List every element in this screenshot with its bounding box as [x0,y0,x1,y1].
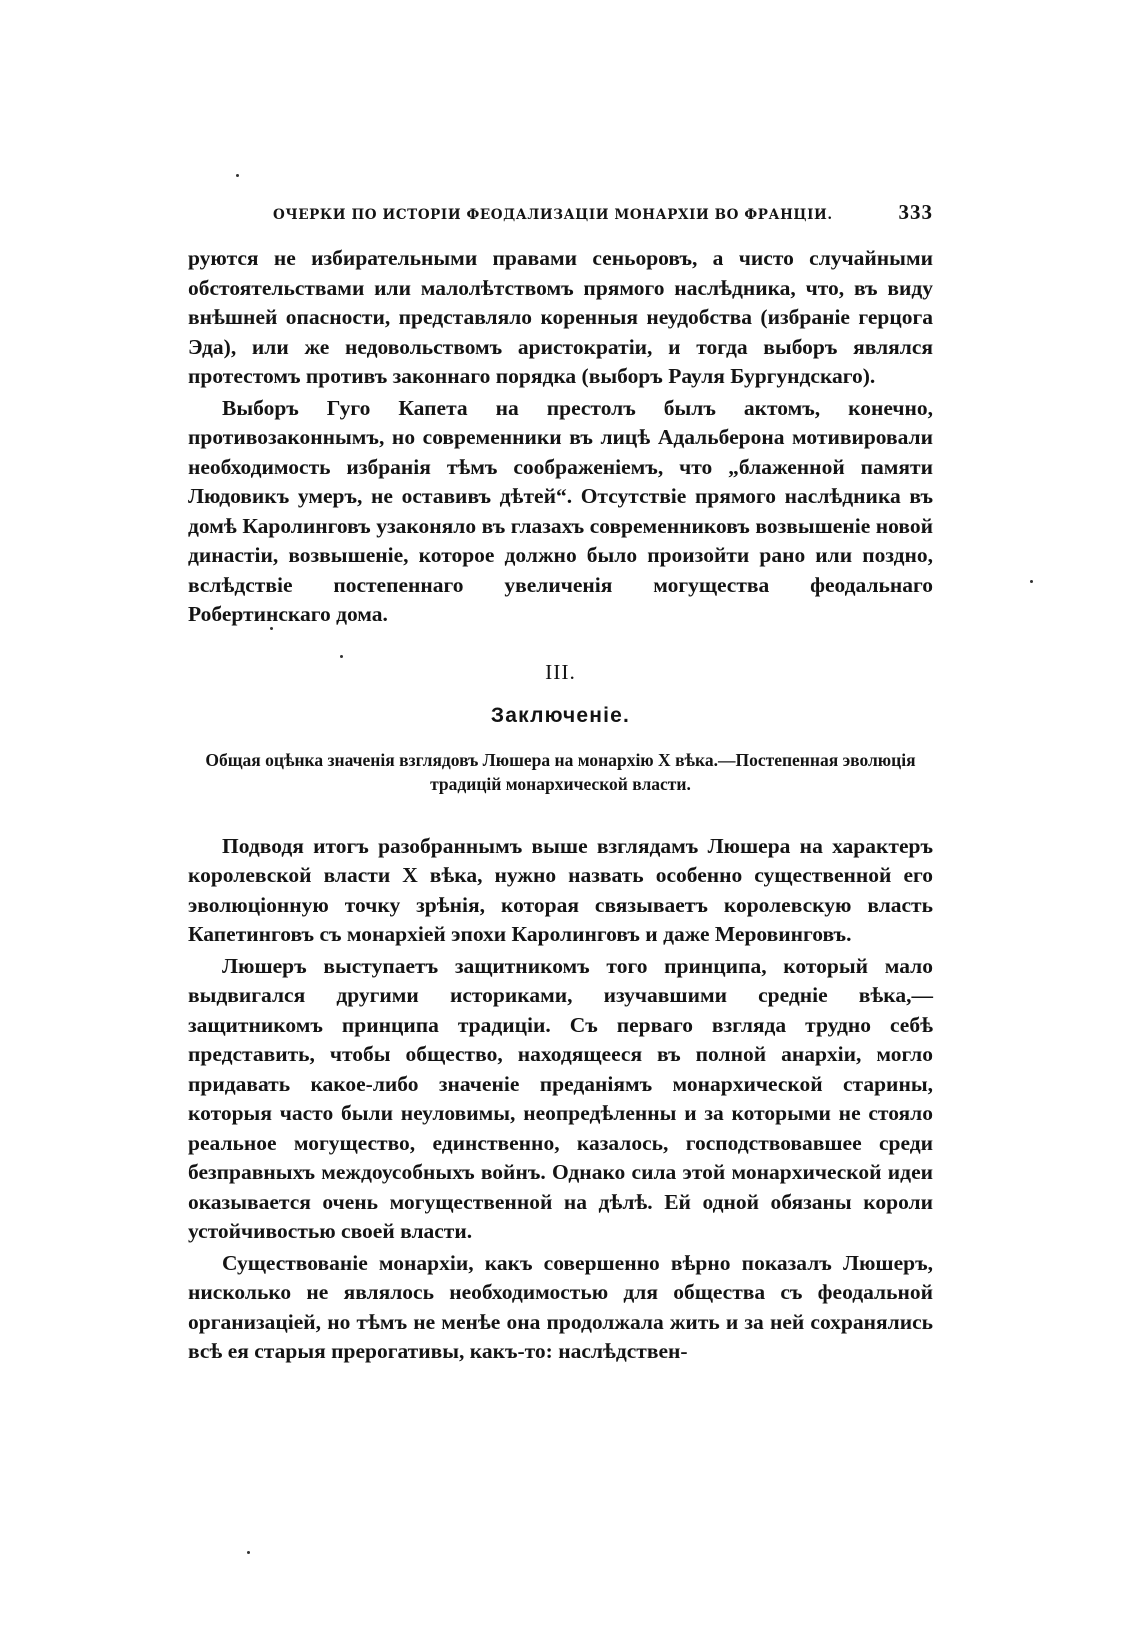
paragraph-hugo-capet: Выборъ Гуго Капета на престолъ былъ актомъ, конечно, противозаконнымъ, но современники въ лицѣ Адальберона мотивировали необходимость избранія тѣмъ соображеніемъ, что „блаженной памяти Людовикъ умеръ, не оставивъ дѣтей“. Отсутствіе прямого наслѣдника въ домѣ Каролинговъ узаконяло въ глазахъ современниковъ возвышеніе новой династіи, возвышеніе, которое должно было произойти рано или поздно, вслѣдствіе постепеннаго увеличенія могущества феодальнаго Робертинскаго дома. [188,395,933,626]
paragraph-conclusion-2: Люшеръ выступаетъ защитникомъ того принципа, который мало выдвигался другими историками, изучавшими средніе вѣка,—защитникомъ принципа традиціи. Съ перваго взгляда трудно себѣ представить, чтобы общество, находящееся въ полной анархіи, могло придавать какое-либо значеніе преданіямъ монархической старины, которыя часто были неуловимы, неопредѣленны и за которыми не стояло реальное могущество, единственно, казалось, господствовавшее среди безправныхъ междоусобныхъ войнъ. Однако сила этой монархической идеи оказывается очень могущественной на дѣлѣ. Ей одной обязаны короли устойчивостью своей власти. [188,953,933,1243]
running-header [188,196,933,230]
book-page [188,196,933,1367]
running-title: ОЧЕРКИ ПО ИСТОРІИ ФЕОДАЛИЗАЦІИ МОНАРХІИ ВО ФРАНЦІИ. [273,207,833,223]
section-number: III. [545,659,576,684]
section-title: Заключеніе. [490,703,631,727]
scan-speck [1030,580,1033,583]
scan-speck [270,627,273,630]
paragraph-conclusion-1: Подводя итогъ разобраннымъ выше взглядамъ Люшера на характеръ королевской власти X вѣка, нужно назвать особенно существенной его эволюціонную точку зрѣнія, которая связываетъ королевскую власть Капетинговъ съ монархіей эпохи Каролинговъ и даже Меровинговъ. [188,833,933,946]
scan-speck [340,655,343,658]
paragraph-continued: руются не избирательными правами сеньоровъ, а чисто случайными обстоятельствами или малолѣтствомъ прямого наслѣдника, что, въ виду внѣшней опасности, представляло коренныя неудобства (избраніе герцога Эда), или же недовольствомъ аристократіи, и тогда выборъ являлся протестомъ противъ законнаго порядка (выборъ Рауля Бургундскаго). [188,246,933,388]
scan-speck [236,174,239,177]
paragraph-conclusion-3: Существованіе монархіи, какъ совершенно вѣрно показалъ Люшеръ, нисколько не являлось необходимостью для общества съ феодальной организаціей, но тѣмъ не менѣе она продолжала жить и за ней сохранялись всѣ ея старыя прерогативы, какъ-то: наслѣдствен- [188,1250,933,1363]
scan-speck [247,1551,250,1554]
section-summary: Общая оцѣнка значенія взглядовъ Люшера на монархію X вѣка.—Постепенная эволюція традицій монархической власти. [205,749,916,794]
page-number: 333 [898,200,933,224]
